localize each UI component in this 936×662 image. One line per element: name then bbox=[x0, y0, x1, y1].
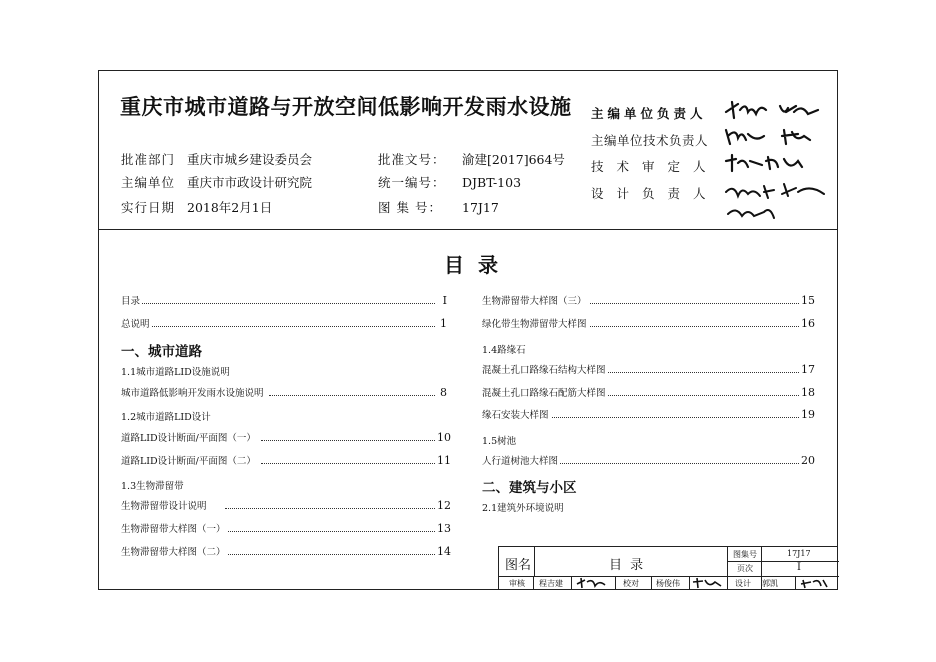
meta-atlas-no: 图 集 号： 17J17 bbox=[378, 200, 499, 215]
resp-tech-head: 主编单位技术负责人 bbox=[591, 133, 709, 148]
toc-subsection: 1.1城市道路LID设施说明 bbox=[121, 367, 230, 378]
tb-design-label: 设计 bbox=[735, 579, 751, 588]
tb-reviewer-signature bbox=[575, 576, 613, 589]
tb-designer-signature bbox=[799, 576, 833, 589]
toc-entry[interactable]: 生物滞留带大样图（二） 14 bbox=[121, 545, 451, 558]
toc-entry[interactable]: 道路LID设计断面/平面图（一） 10 bbox=[121, 431, 451, 444]
toc-entry[interactable]: 混凝土孔口路缘石结构大样图 17 bbox=[482, 363, 815, 376]
signature-tech-head bbox=[722, 124, 832, 148]
tb-drawing-name: 目 录 bbox=[609, 558, 646, 573]
meta-approval-dept: 批准部门 重庆市城乡建设委员会 bbox=[121, 152, 313, 167]
toc-subsection: 1.2城市道路LID设计 bbox=[121, 412, 211, 423]
tb-designer: 郭凯 bbox=[762, 579, 778, 588]
header-divider bbox=[98, 229, 838, 230]
title-block bbox=[498, 546, 838, 590]
toc-entry[interactable]: 总说明 1 bbox=[121, 317, 447, 330]
meta-unified-no: 统一编号： DJBT-103 bbox=[378, 175, 522, 190]
toc-section: 二、建筑与小区 bbox=[482, 480, 577, 496]
tb-checker-signature bbox=[691, 576, 725, 589]
signature-tech-review bbox=[722, 151, 832, 175]
tb-name-label: 图名 bbox=[505, 558, 532, 573]
tb-page-no: I bbox=[797, 562, 801, 573]
resp-tech-review: 技术审定人 bbox=[591, 159, 719, 174]
toc-subsection: 2.1建筑外环境说明 bbox=[482, 503, 564, 514]
atlas-title: 重庆市城市道路与开放空间低影响开发雨水设施 bbox=[120, 94, 572, 119]
toc-title: 目录 bbox=[444, 253, 512, 277]
tb-checker: 杨俊伟 bbox=[656, 579, 680, 588]
tb-check-label: 校对 bbox=[623, 579, 639, 588]
toc-entry[interactable]: 缘石安装大样图 19 bbox=[482, 408, 815, 421]
toc-subsection: 1.4路缘石 bbox=[482, 345, 526, 356]
meta-editor-unit: 主编单位 重庆市市政设计研究院 bbox=[121, 175, 313, 190]
tb-atlas-no: 17J17 bbox=[787, 549, 811, 558]
toc-entry[interactable]: 人行道树池大样图 20 bbox=[482, 454, 815, 467]
meta-approval-no: 批准文号： 渝建[2017]664号 bbox=[378, 152, 565, 167]
toc-subsection: 1.3生物滞留带 bbox=[121, 481, 184, 492]
toc-section: 一、城市道路 bbox=[121, 344, 202, 360]
toc-entry[interactable]: 道路LID设计断面/平面图（二） 11 bbox=[121, 454, 451, 467]
tb-page-label: 页次 bbox=[737, 564, 753, 573]
signature-editor-head bbox=[722, 98, 832, 122]
toc-entry[interactable]: 绿化带生物滞留带大样图 16 bbox=[482, 317, 815, 330]
tb-reviewer: 程吉建 bbox=[539, 579, 563, 588]
tb-review-label: 审核 bbox=[509, 579, 525, 588]
toc-entry[interactable]: 生物滞留带设计说明 12 bbox=[121, 499, 451, 512]
resp-design-head: 设计负责人 bbox=[591, 186, 719, 201]
signature-design-head bbox=[724, 180, 834, 224]
meta-effective-date: 实行日期 2018年2月1日 bbox=[121, 200, 273, 215]
toc-entry[interactable]: 生物滞留带大样图（一） 13 bbox=[121, 522, 451, 535]
toc-entry[interactable]: 城市道路低影响开发雨水设施说明 8 bbox=[121, 386, 447, 399]
resp-editor-head: 主编单位负责人 bbox=[591, 106, 707, 121]
toc-entry[interactable]: 混凝土孔口路缘石配筋大样图 18 bbox=[482, 386, 815, 399]
toc-subsection: 1.5树池 bbox=[482, 436, 517, 447]
toc-entry[interactable]: 目录 I bbox=[121, 294, 447, 307]
toc-entry[interactable]: 生物滞留带大样图（三） 15 bbox=[482, 294, 815, 307]
tb-atlas-label: 图集号 bbox=[733, 550, 757, 559]
